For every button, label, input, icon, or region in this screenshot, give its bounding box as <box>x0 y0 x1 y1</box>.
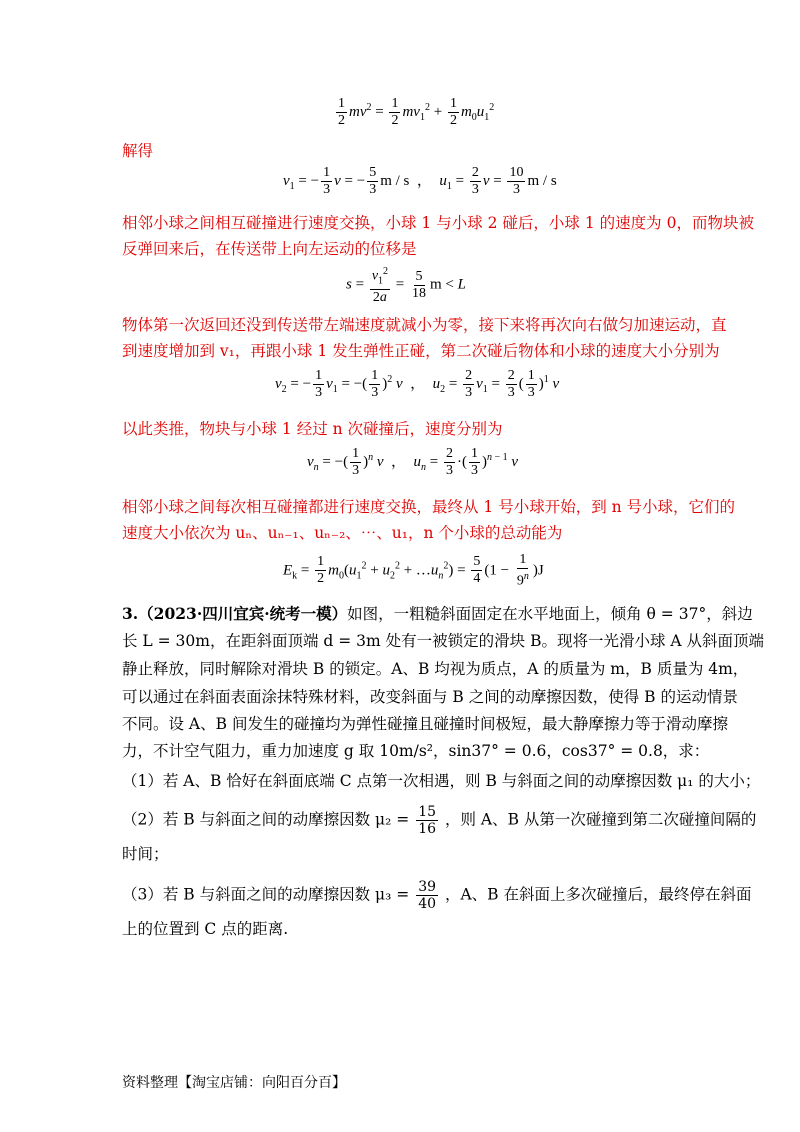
sub-question-2: （2）若 B 与斜面之间的动摩擦因数 μ₂ = $\frac{15}{16}$ ，则 A、B 从第一次碰撞到第二次碰撞间隔的 <box>122 804 757 837</box>
paragraph-return-l2: 到速度增加到 v₁，再跟小球 1 发生弹性正碰，第二次碰后物体和小球的速度大小分别为 <box>122 342 720 360</box>
paragraph-return-l1: 物体第一次返回还没到传送带左端速度就减小为零，接下来将再次向右做匀加速运动，直 <box>122 316 727 334</box>
question-3-line-2: 长 L = 30m，在距斜面顶端 d = 3m 处有一被锁定的滑块 B。现将一光滑小球 A 从斜面顶端 <box>122 632 765 650</box>
question-source: 3.（2023·四川宜宾·统考一模） <box>122 604 348 623</box>
sub-question-3-cont: 上的位置到 C 点的距离. <box>122 920 289 938</box>
paragraph-exchange-l2: 反弹回来后，在传送带上向左运动的位移是 <box>122 240 417 258</box>
paragraph-kinetic-l1: 相邻小球之间每次相互碰撞都进行速度交换，最终从 1 号小球开始，到 n 号小球，它们的 <box>122 498 736 516</box>
sub-question-2-cont: 时间； <box>122 845 169 863</box>
equation-energy: $\frac{1}{2}$ $mv^2$ = $\frac{1}{2}$ $mv_1^2$ + $\frac{1}{2}$ $m_0u_1^2$ <box>338 96 495 128</box>
paragraph-kinetic-l2: 速度大小依次为 uₙ、uₙ₋₁、uₙ₋₂、⋯、u₁，n 个小球的总动能为 <box>122 524 563 542</box>
question-3-line-5: 不同。设 A、B 间发生的碰撞均为弹性碰撞且碰撞时间极短，最大静摩擦力等于滑动摩擦 <box>122 715 728 733</box>
sub-question-3: （3）若 B 与斜面之间的动摩擦因数 μ₃ = $\frac{39}{40}$ ，A、B 在斜面上多次碰撞后，最终停在斜面 <box>122 879 752 912</box>
equation-vn-un: $v_n$ = −( $\frac{1}{3}$ )$^n$ v ， $u_n$ = $\frac{2}{3}$ ·( $\frac{1}{3}$ )$^{n - 1}$ v <box>307 446 519 478</box>
paragraph-exchange-l1: 相邻小球之间相互碰撞进行速度交换，小球 1 与小球 2 碰后，小球 1 的速度为 0，而物块被 <box>122 214 754 232</box>
footer-source: 资料整理【淘宝店铺：向阳百分百】 <box>122 1075 346 1091</box>
sub-question-1: （1）若 A、B 恰好在斜面底端 C 点第一次相遇，则 B 与斜面之间的动摩擦因数 μ₁ 的大小； <box>122 772 761 790</box>
equation-v1-u1: $v_1$ = − $\frac{1}{3}$ v = − $\frac{5}{3}$ m / s ， $u_1$ = $\frac{2}{3}$ v = $\frac{10}{3}$ m / s <box>283 165 557 197</box>
solve-label: 解得 <box>122 142 154 160</box>
equation-v2-u2: $v_2$ = − $\frac{1}{3}$ $v_1$ = −( $\frac{1}{3}$ )$^2$ v ， $u_2$ = $\frac{2}{3}$ $v_1$ = $\frac{2}{3}$ ( $\frac{1}{3}$ )$^1$ v <box>275 368 560 400</box>
equation-total-energy: $E_k$ = $\frac{1}{2}$ $m_0(u_1^2 + u_2^2$ + $\dots u_n^2$) = $\frac{5}{4}$ (1 − $\frac{1}{9^n}$ )J <box>283 552 544 589</box>
question-3-line-6: 力，不计空气阻力，重力加速度 g 取 10m/s²，sin37° = 0.6，cos37° = 0.8，求： <box>122 742 710 760</box>
question-3-line-3: 静止释放，同时解除对滑块 B 的锁定。A、B 均视为质点，A 的质量为 m，B 质量为 4m， <box>122 660 749 678</box>
question-3-line-4: 可以通过在斜面表面涂抹特殊材料，改变斜面与 B 之间的动摩擦因数，使得 B 的运动情景 <box>122 688 738 706</box>
paragraph-induction: 以此类推，物块与小球 1 经过 n 次碰撞后，速度分别为 <box>122 420 503 438</box>
question-3-line-1: 3.（2023·四川宜宾·统考一模）如图，一粗糙斜面固定在水平地面上，倾角 θ = 37°，斜边 <box>122 604 753 623</box>
equation-displacement: s = $\frac{v_1^2}{2a}$ = $\frac{5}{18}$ m < L <box>346 266 466 306</box>
